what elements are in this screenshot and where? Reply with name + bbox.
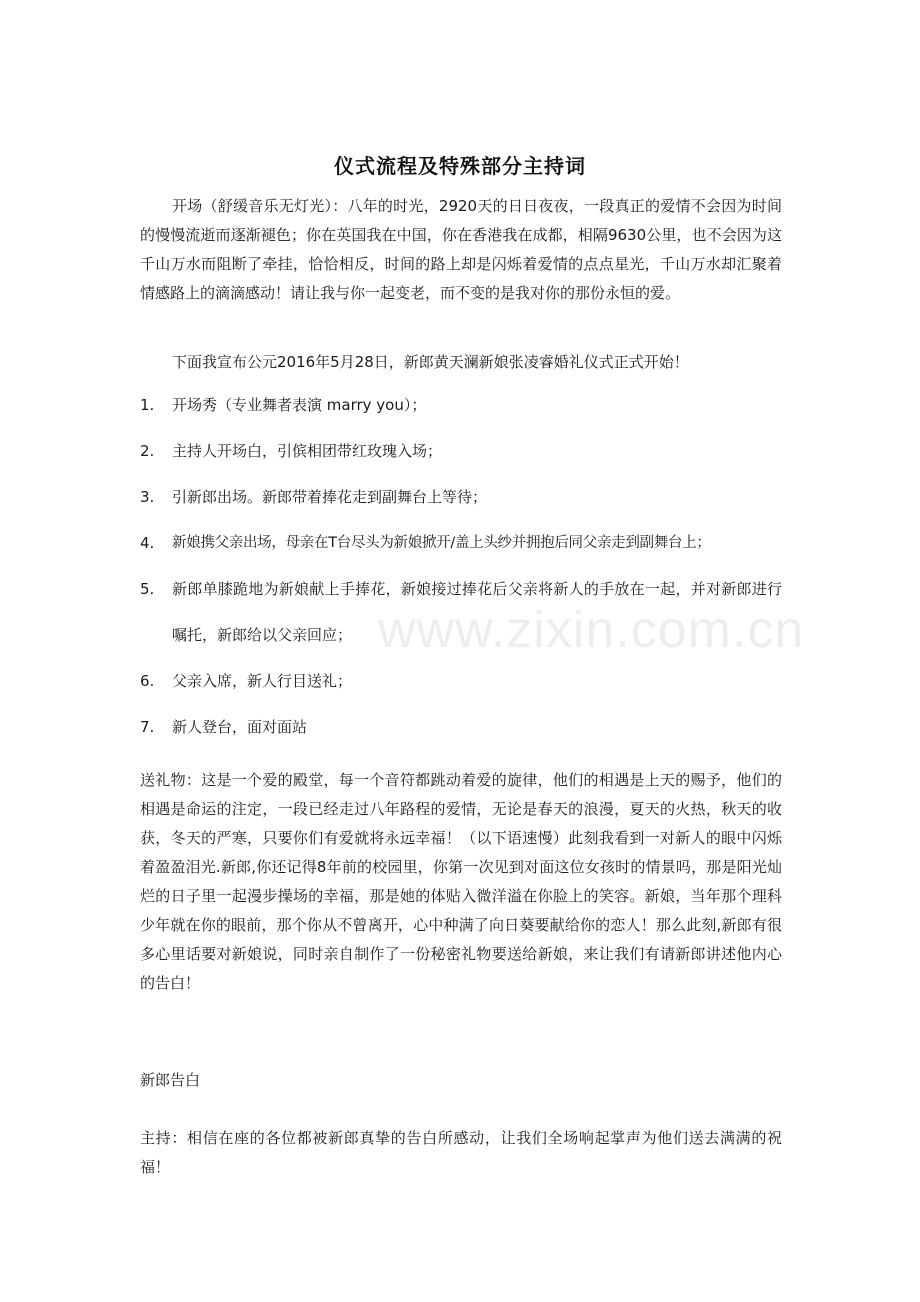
list-item (140, 428, 782, 474)
list-item (140, 474, 782, 520)
list-item-text: 主持人开场白，引傧相团带红玫瑰入场； (172, 442, 443, 460)
list-item-number: 5. (140, 580, 155, 598)
intro-paragraph: 开场（舒缓音乐无灯光）：八年的时光，2920天的日日夜夜，一段真正的爱情不会因为时间的慢慢流逝而逐渐褪色；你在英国我在中国，你在香港我在成都，相隔9630公里，也不会因为这千山万水而阻断了牵挂，恰恰相反，时间的路上却是闪烁着爱情的点点星光，千山万水却汇聚着情感路上的滴滴感动！请让我与你一起变老，而不变的是我对你的那份永恒的爱。 (140, 197, 782, 302)
list-item (140, 382, 782, 428)
gift-paragraph: 送礼物：这是一个爱的殿堂，每一个音符都跳动着爱的旋律，他们的相遇是上天的赐予，他们的相遇是命运的注定，一段已经走过八年路程的爱情，无论是春天的浪漫，夏天的火热，秋天的收获，冬天的严寒，只要你们有爱就将永远幸福！（以下语速慢）此刻我看到一对新人的眼中闪烁着盈盈泪光.新郎,你还记得8年前的校园里，你第一次见到对面这位女孩时的情景吗，那是阳光灿烂的日子里一起漫步操场的幸福，那是她的体贴入微洋溢在你脸上的笑容。新娘，当年那个理科少年就在你的眼前，那个你从不曾离开，心中种满了向日葵要献给你的恋人！那么此刻,新郎有很多心里话要对新娘说，同时亲自制作了一份秘密礼物要送给新娘，来让我们有请新郎讲述他内心的告白！ (140, 771, 782, 992)
list-item-text: 引新郎出场。新郎带着捧花走到副舞台上等待； (172, 488, 488, 506)
list-item (140, 658, 782, 704)
announcement-paragraph: 下面我宣布公元2016年5月28日，新郎黄天澜新娘张凌睿婚礼仪式正式开始！ (172, 353, 689, 371)
list-item-text: 新郎单膝跪地为新娘献上手捧花，新娘接过捧花后父亲将新人的手放在一起，并对新郎进行嘱托，新郎给以父亲回应； (172, 580, 782, 644)
document-title: 仪式流程及特殊部分主持词 (334, 154, 586, 178)
host-paragraph: 主持：相信在座的各位都被新郎真挚的告白所感动，让我们全场响起掌声为他们送去满满的祝福！ (140, 1129, 782, 1176)
list-item-number: 2. (140, 442, 155, 460)
list-item-text: 新娘携父亲出场，母亲在T台尽头为新娘掀开/盖上头纱并拥抱后同父亲走到副舞台上； (172, 535, 711, 551)
list-item-number: 4. (140, 534, 155, 552)
list-item (140, 520, 782, 566)
list-item-number: 1. (140, 396, 155, 414)
list-item (140, 704, 782, 750)
list-item-text: 新人登台，面对面站 (172, 718, 308, 736)
list-item-number: 6. (140, 672, 155, 690)
list-item-number: 3. (140, 488, 155, 506)
watermark: www.zixin.com.cn (378, 601, 805, 659)
list-item-text: 开场秀（专业舞者表演 marry you）； (172, 396, 427, 414)
list-item (140, 566, 782, 658)
list-item-number: 7. (140, 718, 155, 736)
list-item-text: 父亲入席，新人行目送礼； (172, 672, 353, 690)
groom-confession-heading: 新郎告白 (140, 1071, 201, 1089)
